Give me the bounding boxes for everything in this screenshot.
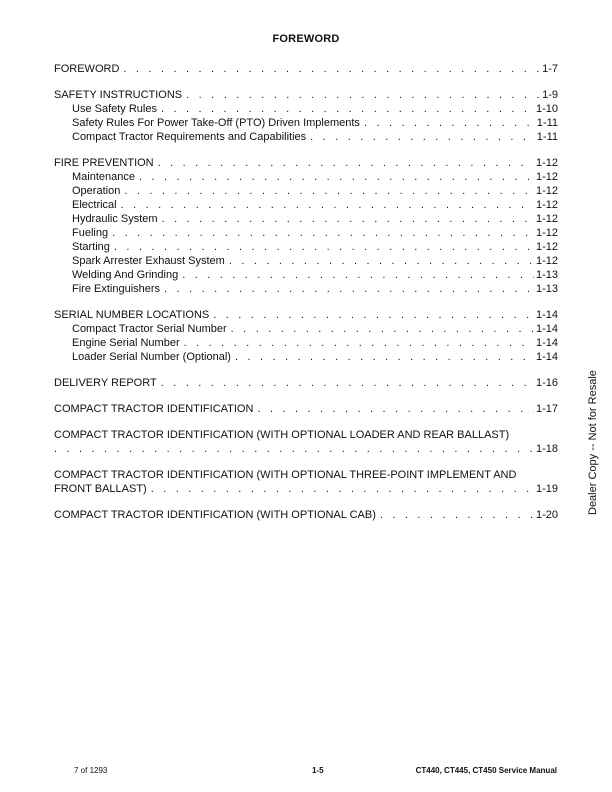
toc-entry-title: FIRE PREVENTION [54,157,154,169]
toc-section [54,156,558,296]
toc-subentry[interactable] [54,240,558,254]
toc-entry-page: 1-12 [535,185,558,197]
toc-section [54,308,558,364]
toc-subentry[interactable] [54,350,558,364]
toc-entry[interactable] [54,88,558,102]
dot-leader [231,322,534,336]
toc-entry-title: Compact Tractor Requirements and Capabilities [72,131,307,143]
toc-entry-page: 1-9 [542,89,558,101]
toc-entry-page: 1-14 [535,309,558,321]
toc-entry-page: 1-12 [535,255,558,267]
toc-subentry[interactable] [54,212,558,226]
toc-entry-title: Engine Serial Number [72,337,180,349]
dot-leader [182,268,534,282]
toc-entry-title: Safety Rules For Power Take-Off (PTO) Driven Implements [72,117,360,129]
toc-entry-title: Maintenance [72,171,135,183]
dealer-copy-watermark: Dealer Copy -- Not for Resale [587,370,599,516]
dot-leader [186,88,540,102]
toc-entry-title: Loader Serial Number (Optional) [72,351,231,363]
toc-entry-page: 1-13 [535,283,558,295]
toc-entry-page: 1-14 [535,337,558,349]
toc-entry-title: FOREWORD [54,63,120,75]
dot-leader [162,212,534,226]
toc-entry-title: SAFETY INSTRUCTIONS [54,89,183,101]
toc-entry-page: 1-18 [535,443,558,455]
toc-entry-page: 1-7 [542,63,558,75]
toc-entry-page: 1-20 [535,509,558,521]
dot-leader [151,482,534,496]
toc-section [54,62,558,76]
dot-leader [123,62,540,76]
toc-subentry[interactable] [54,322,558,336]
toc-entry-title: Hydraulic System [72,213,158,225]
toc-entry-title: Electrical [72,199,117,211]
toc-entry-page: 1-12 [535,199,558,211]
page-number: 1-5 [312,766,324,775]
toc-entry-title: COMPACT TRACTOR IDENTIFICATION [54,403,254,415]
toc-entry-page: 1-19 [535,483,558,495]
toc-entry-page: 1-14 [535,351,558,363]
toc-entry-page: 1-12 [535,241,558,253]
toc-subentry[interactable] [54,282,558,296]
toc-entry[interactable] [54,428,558,442]
toc-entry-title: Starting [72,241,110,253]
toc-section [54,402,558,416]
toc-entry-title: Compact Tractor Serial Number [72,323,227,335]
toc-section [54,376,558,390]
toc-entry-page: 1-13 [535,269,558,281]
toc-entry-page: 1-11 [536,117,558,129]
toc-subentry[interactable] [54,268,558,282]
toc-entry-page: 1-11 [536,131,558,143]
toc-entry-title: COMPACT TRACTOR IDENTIFICATION (WITH OPTIONAL LOADER AND REAR BALLAST) [54,429,510,441]
dot-leader [235,350,534,364]
toc-subentry[interactable] [54,130,558,144]
toc-entry[interactable] [54,308,558,322]
toc-section [54,428,558,456]
dot-leader [121,198,534,212]
toc-section [54,88,558,144]
toc-entry[interactable] [54,376,558,390]
dot-leader [114,240,534,254]
toc-entry-title: Use Safety Rules [72,103,157,115]
toc-subentry[interactable] [54,102,558,116]
toc-entry-page: 1-12 [535,171,558,183]
dot-leader [380,508,534,522]
toc-subentry[interactable] [54,336,558,350]
dot-leader [229,254,534,268]
page-title: FOREWORD [272,33,340,45]
toc-entry-page: 1-12 [535,227,558,239]
toc-entry[interactable] [54,156,558,170]
dot-leader [184,336,534,350]
toc-entry[interactable] [54,508,558,522]
toc-entry-title: COMPACT TRACTOR IDENTIFICATION (WITH OPTIONAL THREE-POINT IMPLEMENT AND [54,469,517,481]
toc-entry[interactable] [54,402,558,416]
toc-subentry[interactable] [54,198,558,212]
dot-leader [158,156,534,170]
dot-leader [112,226,534,240]
toc-subentry[interactable] [54,170,558,184]
manual-title: CT440, CT445, CT450 Service Manual [415,766,557,775]
toc-entry-title: Spark Arrester Exhaust System [72,255,225,267]
toc-entry-page: 1-10 [535,103,558,115]
toc-subentry[interactable] [54,226,558,240]
toc-entry-continuation[interactable] [54,442,558,456]
dot-leader [139,170,534,184]
toc-entry-page: 1-14 [535,323,558,335]
toc-subentry[interactable] [54,184,558,198]
toc-section [54,508,558,522]
dot-leader [364,116,535,130]
page-count: 7 of 1293 [74,766,108,775]
toc-entry-page: 1-16 [535,377,558,389]
toc-subentry[interactable] [54,116,558,130]
toc-entry[interactable] [54,62,558,76]
dot-leader [161,102,534,116]
dot-leader [310,130,535,144]
toc-entry-title-cont: FRONT BALLAST) [54,483,147,495]
table-of-contents [54,62,558,534]
toc-entry-continuation[interactable] [54,482,558,496]
toc-entry-title: COMPACT TRACTOR IDENTIFICATION (WITH OPTIONAL CAB) [54,509,376,521]
toc-entry[interactable] [54,468,558,482]
dot-leader [54,442,534,456]
toc-entry-page: 1-12 [535,157,558,169]
toc-subentry[interactable] [54,254,558,268]
toc-entry-title: SERIAL NUMBER LOCATIONS [54,309,210,321]
toc-entry-page: 1-12 [535,213,558,225]
toc-entry-title: Fire Extinguishers [72,283,161,295]
toc-entry-page: 1-17 [535,403,558,415]
dot-leader [257,402,534,416]
dot-leader [124,184,534,198]
toc-entry-title: Fueling [72,227,109,239]
dot-leader [161,376,534,390]
dot-leader [213,308,534,322]
toc-entry-title: Operation [72,185,121,197]
dot-leader [164,282,534,296]
toc-entry-title: DELIVERY REPORT [54,377,157,389]
toc-entry-title: Welding And Grinding [72,269,179,281]
toc-section [54,468,558,496]
